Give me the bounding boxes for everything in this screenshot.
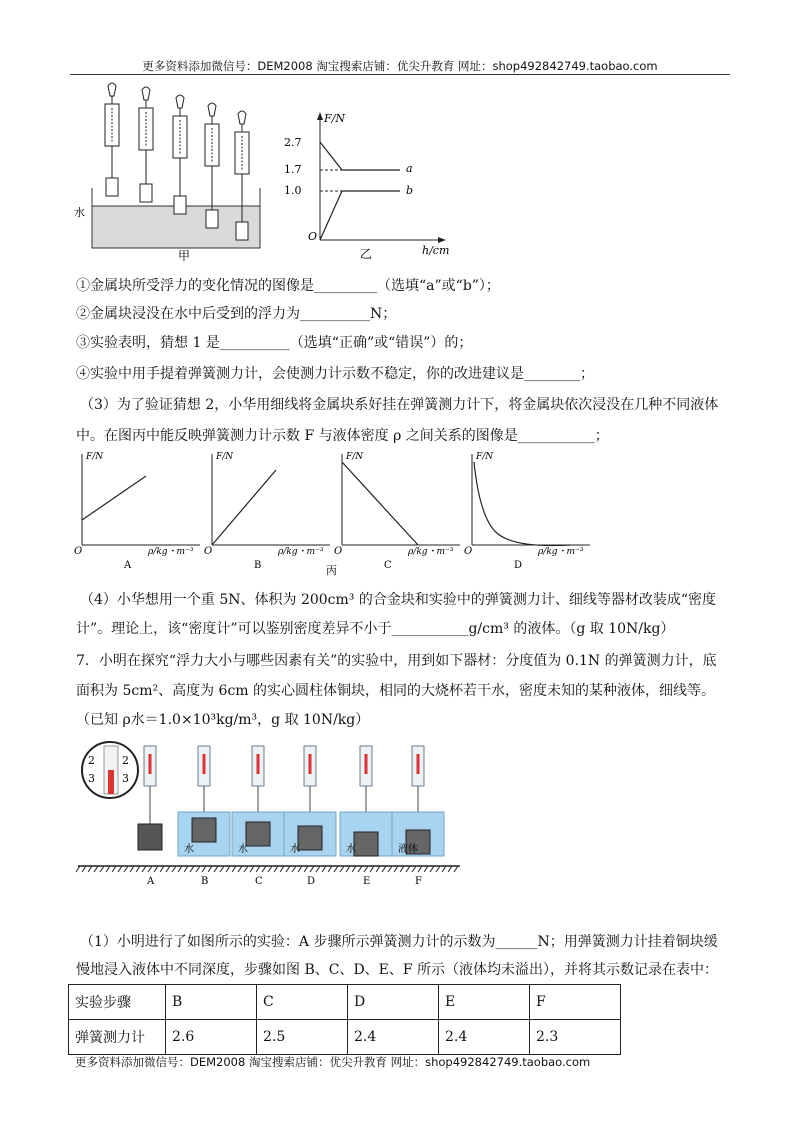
table-row [69, 985, 621, 1020]
hatch [442, 866, 446, 872]
graph-ylabel: F/N [346, 452, 364, 462]
graph-curve [82, 476, 146, 520]
hatch [88, 866, 92, 872]
hatch [100, 866, 104, 872]
figure-yi [282, 108, 462, 261]
hand-icon [142, 87, 150, 100]
beaker-label: 水 [290, 844, 300, 855]
hatch [130, 866, 134, 872]
table-cell: 实验步骤 [69, 985, 166, 1020]
hatch [268, 866, 272, 872]
hatch [436, 866, 440, 872]
hatch [250, 866, 254, 872]
hatch [280, 866, 284, 872]
hatch [340, 866, 344, 872]
hand-icon [108, 83, 116, 96]
step-label: C [255, 876, 263, 887]
copper-block [298, 826, 322, 850]
hatch [298, 866, 302, 872]
q6-line3: ③实验表明，猜想 1 是__________（选填“正确”或“错误”）的； [76, 335, 473, 351]
graph-curve [474, 462, 570, 546]
q6-p4-line2: 计”。理论上，该“密度计”可以鉴别密度差异不小于___________g/cm³ 的液体。（g 取 10N/kg） [76, 621, 675, 637]
hatch [190, 866, 194, 872]
copper-block [138, 824, 162, 850]
q6-line4: ④实验中用手提着弹簧测力计，会使测力计示数不稳定，你的改进建议是________； [76, 366, 594, 382]
q7-line2: 面积为 5cm²、高度为 6cm 的实心圆柱体铜块，相同的大烧杯若干水，密度未知的某种液体，细线等。 [76, 683, 716, 699]
hatch [208, 866, 212, 872]
graph-ylabel: F/N [216, 452, 234, 462]
q6-line1: ①金属块所受浮力的变化情况的图像是_________（选填“a”或“b”）； [76, 278, 500, 294]
table-row [69, 1020, 621, 1055]
hatch [148, 866, 152, 872]
hatch [346, 866, 350, 872]
table-cell: 2.4 [439, 1020, 530, 1055]
hatch [358, 866, 362, 872]
hatch [304, 866, 308, 872]
beaker-label: 水 [346, 844, 356, 855]
hatch [316, 866, 320, 872]
metal-block [236, 222, 248, 240]
copper-block [354, 832, 378, 856]
step-label: B [201, 876, 209, 887]
hatch [424, 866, 428, 872]
hatch [232, 866, 236, 872]
hatch [394, 866, 398, 872]
hatch [118, 866, 122, 872]
hatch [376, 866, 380, 872]
hatch [124, 866, 128, 872]
yi-ytick-1.0: 1.0 [284, 184, 302, 197]
hatch [106, 866, 110, 872]
hatch [112, 866, 116, 872]
hatch [412, 866, 416, 872]
scale-indicator [309, 754, 312, 774]
hatch [196, 866, 200, 872]
graph-xlabel: ρ/kg・m⁻³ [148, 547, 194, 557]
header-divider [70, 74, 730, 75]
hatch [370, 866, 374, 872]
results-table [68, 984, 621, 1055]
q6-p3-line2: 中。在图丙中能反映弹簧测力计示数 F 与液体密度 ρ 之间关系的图像是___________； [76, 428, 609, 444]
hatch [454, 866, 458, 872]
hand-icon [176, 95, 184, 108]
graph-caption: C [384, 560, 392, 571]
hatch [256, 866, 260, 872]
hatch [430, 866, 434, 872]
scale-indicator [257, 754, 260, 774]
q7-p1-line1: （1）小明进行了如图所示的实验：A 步骤所示弹簧测力计的示数为______N；用弹簧测力计挂着铜块缓 [80, 934, 718, 950]
hatch [220, 866, 224, 872]
water-label: 水 [74, 206, 85, 219]
q6-p3-line1: （3）为了验证猜想 2，小华用细线将金属块系好挂在弹簧测力计下，将金属块依次浸没在几种不同液体 [80, 397, 719, 413]
hatch [82, 866, 86, 872]
figure-jia-caption: 甲 [178, 249, 191, 263]
yi-line-b [320, 191, 400, 240]
hatch [94, 866, 98, 872]
scale-mark: 3 [88, 772, 95, 785]
graph-origin: O [74, 546, 83, 557]
q7-line3: （已知 ρ水＝1.0×10³kg/m³，g 取 10N/kg） [76, 712, 370, 728]
hatch [262, 866, 266, 872]
hatch [406, 866, 410, 872]
yi-line-a [320, 142, 400, 170]
q6-p4-line1: （4）小华想用一个重 5N、体积为 200cm³ 的合金块和实验中的弹簧测力计、细线等器材改装成“密度 [80, 592, 717, 608]
hatch [178, 866, 182, 872]
hatch [418, 866, 422, 872]
graph-caption: D [514, 560, 523, 571]
table-cell: B [166, 985, 257, 1020]
hatch [76, 866, 80, 872]
hatch [226, 866, 230, 872]
step-label: A [147, 876, 155, 887]
hatch [142, 866, 146, 872]
copper-block [192, 818, 216, 842]
beaker-label: 液体 [398, 844, 418, 855]
graph-curve [212, 470, 276, 545]
figure-q7 [78, 740, 478, 890]
yi-ylabel: F/N [324, 112, 345, 125]
yi-ytick-1.7: 1.7 [284, 163, 302, 176]
figure-jia [70, 78, 280, 268]
hatch [214, 866, 218, 872]
hatch [364, 866, 368, 872]
yi-ytick-2.7: 2.7 [284, 136, 302, 149]
q6-line2: ②金属块浸没在水中后受到的浮力为__________N； [76, 306, 397, 322]
hatch [352, 866, 356, 872]
table-cell: 2.4 [348, 1020, 439, 1055]
graph-xlabel: ρ/kg・m⁻³ [278, 547, 324, 557]
scale-mark: 2 [122, 754, 129, 767]
metal-block [140, 184, 152, 202]
yi-label-b: b [406, 184, 414, 197]
hatch [238, 866, 242, 872]
beaker-label: 水 [238, 844, 248, 855]
hatch [334, 866, 338, 872]
table-cell: F [530, 985, 621, 1020]
scale-mark: 2 [88, 754, 95, 767]
hatch [310, 866, 314, 872]
page-header: 更多资料添加微信号：DEM2008 淘宝搜索店铺：优尖升教育 网址：shop492842749.taobao.com [142, 59, 658, 73]
hatch [202, 866, 206, 872]
yi-xlabel: h/cm [422, 244, 450, 257]
copper-block [246, 822, 270, 846]
q7-p1-line2: 慢地浸入液体中不同深度，步骤如图 B、C、D、E、F 所示（液体均未溢出），并将其示数记录在表中： [76, 962, 719, 978]
hatch [328, 866, 332, 872]
graph-ylabel: F/N [476, 452, 494, 462]
table-cell: D [348, 985, 439, 1020]
table-cell: E [439, 985, 530, 1020]
yi-origin: O [308, 230, 318, 243]
table-cell: 弹簧测力计 [69, 1020, 166, 1055]
beaker-label: 水 [184, 844, 194, 855]
hatch [166, 866, 170, 872]
table-cell: 2.5 [257, 1020, 348, 1055]
hatch [292, 866, 296, 872]
scale-indicator [203, 754, 206, 774]
scale-indicator [417, 754, 420, 774]
table-cell: 2.3 [530, 1020, 621, 1055]
graph-origin: O [464, 546, 473, 557]
hatch [160, 866, 164, 872]
graph-origin: O [334, 546, 343, 557]
graph-ylabel: F/N [86, 452, 104, 462]
scale-indicator [365, 754, 368, 774]
hatch [172, 866, 176, 872]
hatch [184, 866, 188, 872]
graph-curve [342, 462, 418, 545]
scale-mark: 3 [122, 772, 129, 785]
step-label: D [307, 876, 316, 887]
graph-origin: O [204, 546, 213, 557]
figure-yi-caption: 乙 [360, 247, 373, 261]
table-cell: 2.6 [166, 1020, 257, 1055]
hatch [286, 866, 290, 872]
graph-xlabel: ρ/kg・m⁻³ [408, 547, 454, 557]
q7-line1: 7．小明在探究“浮力大小与哪些因素有关”的实验中，用到如下器材：分度值为 0.1N 的弹簧测力计，底 [76, 653, 717, 669]
figure-bing [70, 450, 610, 580]
hand-icon [238, 111, 246, 124]
metal-block [106, 178, 118, 196]
metal-block [206, 210, 218, 228]
metal-block [174, 196, 186, 214]
hatch [274, 866, 278, 872]
hatch [388, 866, 392, 872]
hatch [244, 866, 248, 872]
hatch [154, 866, 158, 872]
step-label: E [363, 876, 371, 887]
graph-caption: B [254, 560, 262, 571]
hatch [400, 866, 404, 872]
scale-indicator [149, 754, 152, 774]
figure-bing-caption: 丙 [326, 564, 337, 577]
graph-caption: A [124, 560, 132, 571]
scale-pointer [108, 770, 114, 794]
graph-xlabel: ρ/kg・m⁻³ [538, 547, 584, 557]
hatch [382, 866, 386, 872]
hatch [136, 866, 140, 872]
table-cell: C [257, 985, 348, 1020]
step-label: F [415, 876, 422, 887]
hand-icon [208, 103, 216, 116]
page-footer: 更多资料添加微信号：DEM2008 淘宝搜索店铺：优尖升教育 网址：shop492842749.taobao.com [75, 1055, 591, 1069]
hatch [448, 866, 452, 872]
yi-label-a: a [406, 162, 413, 175]
hatch [322, 866, 326, 872]
